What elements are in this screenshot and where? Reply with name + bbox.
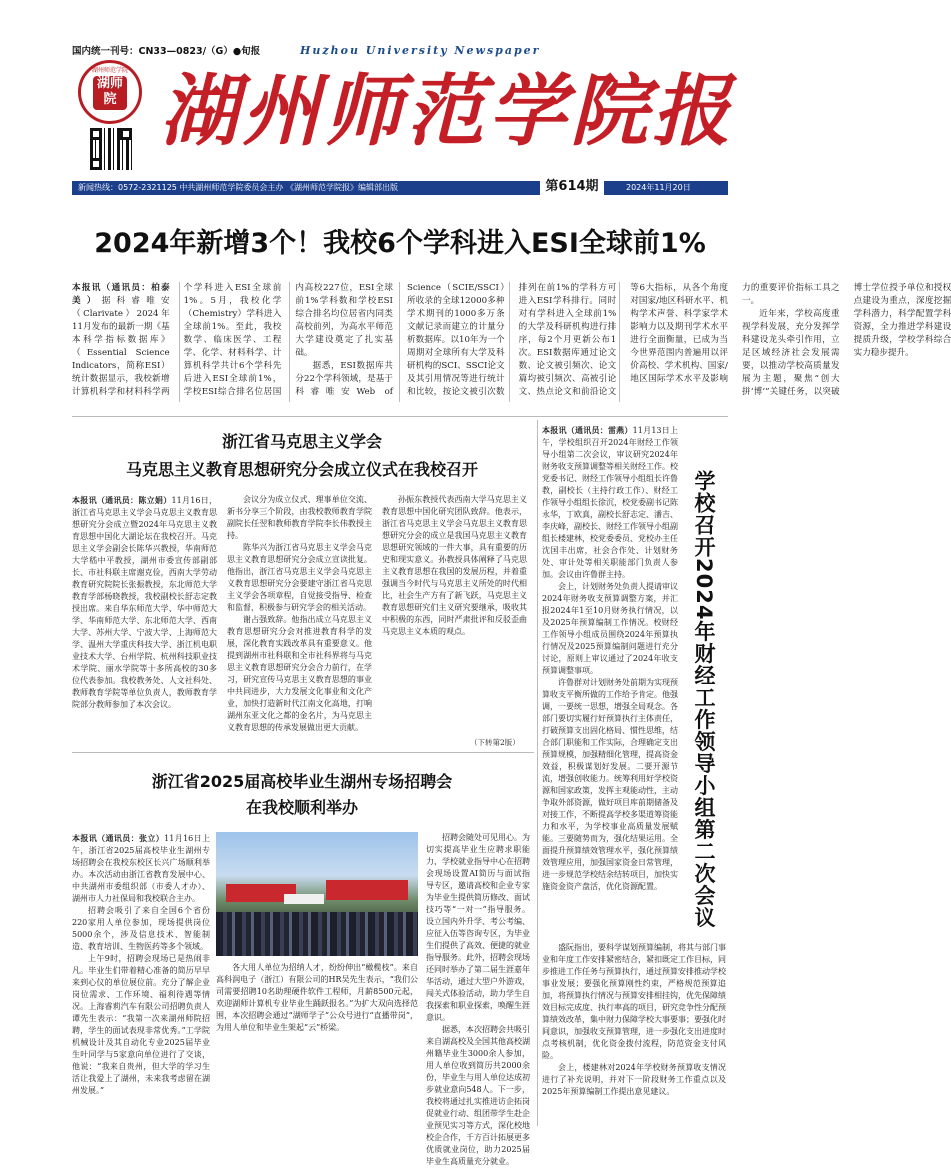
job-fair-body-left: [72, 832, 210, 1122]
job-fair-paragraph: 招聘会随处可见用心。为切实提高毕业生应聘求职能力，学校就业指导中心在招聘会现场设置AI简历与面试指导专区，邀请高校和企业专家为毕业生提供简历修改、面试技巧等“一对一”指导服务。设立国内外升学、考公考编、应征入伍等咨询专区，为毕业生们提供了高效、便捷的就业指导服务。此外，招聘会现场还同时举办了第二届生涯嘉年华活动，通过大型户外游戏，闯关式体验活动，助力学生自我探索和职业探索，唤醒生涯意识。: [426, 833, 530, 1022]
divider: [72, 752, 534, 753]
finance-paragraph: 11月13日上午，学校组织召开2024年财经工作领导小组第二次会议，审议研究2024年财务收支预算调整等相关财经工作。校党委书记、财经工作领导小组组长许鲁教，副校长（主持行政工作）、财经工作领导小组组长徐沉，校党委副书记陈永华，丁欧真，副校长舒志定、潘吉、李庆峰，副校长、财经工作领导小组副组长楼建林，校党委委员、党校办主任沈国丰出席，社会合作处、计划财务处、审计处等相关职能部门负责人参加。会议由许鲁群主持。: [542, 426, 679, 579]
marxism-article-body: [72, 494, 527, 734]
job-fair-headline-2: 在我校顺利举办: [245, 798, 358, 817]
marxism-headline-2: 马克思主义教育思想研究分会成立仪式在我校召开: [125, 460, 478, 479]
banner-icon: [284, 894, 324, 904]
university-logo: [78, 60, 142, 124]
lead-headline: 2024年新增3个！我校6个学科进入ESI全球前1%: [94, 228, 706, 259]
lead-byline: 本报讯（通讯员：柏泰美）: [72, 283, 170, 306]
lead-article-body: [72, 282, 951, 404]
logo-ring-text: 湖州师范学院: [91, 67, 128, 74]
issn-line: 国内统一刊号：CN33—0823/（G）●旬报: [72, 46, 261, 57]
marxism-paragraph: 谢占强致辞。他指出成立马克思主义教育思想研究分会对推进教育科学的发展，深化教育实践改革具有重要意义。他提到湖州市社科联和全市社科界将与马克思主义教育思想研究分会合力前行，在学习，研究宣传马克思主义教育思想的事业中共同进步，大力发展文化事业和文化产业，加快打造新时代江南文化高地，打响湖州东亚文化之都的金名片，为马克思主义教育思想的传承发展做出更大贡献。: [227, 615, 372, 732]
marxism-headline-1: 浙江省马克思主义学会: [221, 432, 382, 451]
finance-paragraph: 盛阮指出，要科学谋划预算编制，将其与部门事业和年度工作安排紧密结合，紧扣既定工作目标，同步推进工作任务与预算执行，通过预算安排推动学校事业发展；要强化预算刚性约束，严格规范预算追加，将预算执行情况与预算安排相挂钩，优先保障绩效目标完成度、执行率高的项目，研究竞争性分配预算绩效改革，集中财力保障学校大事要事；要强化时间意识，加强收支预算管理，进一步强化支出进度时点考核机制，优化资金拨付流程，防范资金支付风险。: [542, 943, 726, 1060]
finance-article-lower: [542, 942, 726, 1122]
issue-number: 第614期: [540, 176, 604, 198]
lead-paragraph: 据悉，ESI数据库共分22个学科领域，是基于科睿唯安Web of Science（SCIE/SSCI）所收录的全球12000多种学术期刊的1000多万条文献记录而建立的计量分析数据库。以10年为一个周期对全球所有大学及科研机构的SCI、SSCI论文及其引用情况等进行统计和比较，按论文被引次数排列在前1%的学科方可进入ESI学科排行。同时对有学科进入全球前1%的大学及科研机构进行排序，每2个月更新公布1次。ESI数据库通过论文数、论文被引频次、论文篇均被引频次、高被引论文、热点论文和前沿论文等6大指标，从各个角度对国家/地区科研水平、机构学术声誉、科学家学术影响力以及期刊学术水平进行全面衡量，已成为当今世界范围内普遍用以评价高校、学术机构、国家/地区国际学术水平及影响力的重要评价指标工具之一。: [295, 283, 840, 397]
job-fair-body-middle: [216, 962, 418, 1122]
marxism-paragraph: 孙振东教授代表西南大学马克思主义教育思想中国化研究团队致辞。他表示，浙江省马克思主义学会马克思主义教育思想研究分会的成立是我国马克思主义教育思想研究领域的一件大事，具有重要的历史和现实意义。孙教授具体阐释了马克思主义教育思想在我国的发展历程，并着重强调当今时代与马克思主义所处的时代相比，社会生产方有了新飞跃，马克思主义教育思想研究们主义研究要继承，吸收其中积极的东西，同时严肃批评和反驳歪曲马克思主义本质的观点。: [382, 495, 527, 636]
divider: [179, 282, 180, 402]
marxism-paragraph: 11月16日，浙江省马克思主义学会马克思主义教育思想研究分会成立暨2024年马克思主义教育思想中国化大湖论坛在我校召开。马克思主义学会副会长陈华兴教授，华南师范大学嵇中平教授，湖州市委宣传部副部长、市社科联主席谢克俭，西南大学劳动教育研究院院长张振教授，东北师范大学教育学部杨晓教授，我校副校长舒志定教授出席。来自华东师范大学、华中师范大学、华南师范大学、东北师范大学、西南大学、苏州大学、宁波大学、上海师范大学、温州大学重庆科技大学、浙江机电职业技术大学、台州学院、杭州科技职业技术学院、丽水学院等十多所高校的30多位代表参加。我校教务处、人文社科处、教师教育学院等单位负责人，教师教育学院部分教师参加了本次会议。: [72, 496, 218, 709]
lead-paragraph: 据科睿唯安（Clarivate）2024年11月发布的最新一期《基本科学指标数据库》（Essential Science Indicators，简称ESI）统计数据显示，我校新增计算机科学和材料科学两个学科进入ESI全球前1%。5月，我校化学（Chemistry）学科进入全球前1%。至此，我校数学、临床医学、工程学、化学、材料科学、计算机科学共计6个学科先后进入ESI全球前1%，学校ESI综合排名位居国内高校227位，ESI全球前1%学科数和学校ESI综合排名均位居省内同类高校前列，为高水平师范大学建设奠定了扎实基础。: [72, 283, 393, 397]
newspaper-title: 湖州师范学院报: [160, 66, 735, 157]
finance-paragraph: 会上，计划财务处负责人提请审议2024年财务收支预算调整方案，并汇报2024年1至10月财务执行情况，以及2025年预算编制工作情况。校财经工作领导小组成员围绕2024年预算执行情况及2025预算编制问题进行充分讨论，原则上审议通过了2024年收支预算调整事项。: [542, 582, 678, 675]
job-fair-paragraph: 据悉，本次招聘会共吸引来自湖高校及全国其他高校湖州籍毕业生3000余人参加，用人单位收到简历共2000余份，毕业生与用人单位达成初步就业意向548人。下一步，我校将通过扎实推进访企拓岗促就业行动、组团带学生赴企业预见实习等方式，深化校地校企合作，千方百计拓展更多优质就业岗位，助力2025届毕业生高质量充分就业。: [426, 1025, 530, 1166]
finance-vertical-headline: 学校召开2024年财经工作领导小组第二次会议: [692, 470, 716, 929]
job-fair-paragraph: 上午9时，招聘会现场已是热闹非凡。毕业生们带着精心准备的简历早早来到心仪的单位展位前。充分了解企业岗位需求、工作环境、福利待遇等情况。上海睿莉汽车有限公司招聘负责人谭先生表示：“我第一次来湖州师院招聘，学生的面试表现非常优秀。”工学院机械设计及其自动化专业2025届毕业生叶同学与5家意向单位进行了交谈，他说：“我来自贵州，但大学的学习生活让我爱上了湖州，未来我考虑留在湖州发展。”: [72, 954, 210, 1095]
marxism-byline: 本报讯（通讯员：陈立娟）: [72, 495, 172, 505]
marxism-paragraph: 陈华兴为浙江省马克思主义学会马克思主义教育思想研究分会成立宣读批复。他指出，浙江省马克思主义学会马克思主义教育思想研究分会要建守浙江省马克思主义学会各项章程，自觉接受指导、检查和监督，积极参与研究学会的相关活动。: [227, 543, 372, 612]
job-fair-headline-1: 浙江省2025届高校毕业生湖州专场招聘会: [151, 772, 453, 791]
job-fair-photo: [216, 832, 418, 956]
job-fair-paragraph: 招聘会吸引了来自全国6个省份220家用人单位参加，现场提供岗位5000余个，涉及信息技术、智能制造、教育培训、生物医药等多个领域。: [72, 906, 210, 951]
english-title: Huzhou University Newspaper: [300, 44, 541, 57]
divider: [619, 282, 620, 402]
finance-paragraph: 会上，楼建林对2024年学校财务预算收支情况进行了补充说明，并对下一阶段财务工作重点以及2025年预算编制工作提出意见建议。: [542, 1063, 726, 1096]
marxism-paragraph: 会议分为成立仪式、理事单位交流、新书分享三个阶段，由我校教师教育学院副院长任翌和教师教育学院李长伟教授主持。: [227, 495, 372, 540]
divider: [399, 282, 400, 402]
finance-article-upper: [542, 424, 678, 942]
divider: [289, 282, 290, 402]
job-fair-byline: 本报讯（通讯员：张立）: [72, 833, 165, 843]
divider: [509, 282, 510, 402]
lead-paragraph: 近年来，学校高度重视学科发展，充分发挥学科建设龙头牵引作用，立足区域经济社会发展需要，以推动学校高质量发展为主题，聚焦“创大拼‘博’”关键任务，以突破博士学位授予单位和授权点建设为重点，深度挖掘学科潜力，科学配置学科资源，全力推进学科建设提质升级，学校学科综合实力稳步提升。: [741, 283, 951, 397]
finance-byline: 本报讯（通讯员：雷燕）: [542, 425, 633, 435]
finance-paragraph: 许鲁群对计划财务处前期为实现预算收支平衡所做的工作给予肯定。他强调，一要统一思想，增强全局观念。各部门要切实履行好预算执行主体责任，打破预算支出固化格局、惯性思维，结合部门职能和工作实际，合理确定支出预算规模，加强精细化管理，提高资金效益，积极谋划好发展。二要开源节流，增强创收能力。统筹利用好学校资源和国家政策，发挥主观能动性，主动争取外部资源，做好项目库前期储备及对接工作，不断提高学校多渠道筹资能力和水平，为学校事业高质量发展赋能。三要随势而为，强化结果运用。全面提升预算绩效管理水平，强化预算绩效管理应用，加强国家资金日常管理，进一步规范学校结余结转项目，加快实施资金资产盘活，优化资源配置。: [542, 678, 678, 891]
job-fair-body-right: [426, 832, 530, 1166]
job-fair-paragraph: 各大用人单位为招纳人才，纷纷伸出“橄榄枝”。来自高科润电子（浙江）有限公司的HR吴先生表示，“我们公司需要招聘10名助理硬件软件工程师，月薪8500元起，欢迎湖师计算机专业毕业生踊跃报名。”为扩大双向选择范围，本次招聘会通过“湖师学子”公众号进行“直播带岗”，为用人单位和毕业生架起“云”桥梁。: [216, 963, 418, 1032]
divider: [72, 416, 728, 417]
info-line: 新闻热线：0572-2321125 中共湖州师范学院委员会主办 《湖州师范学院报》编辑部出版: [78, 183, 398, 192]
issue-date: 2024年11月20日: [626, 183, 691, 192]
continued-note: （下转第2版）: [470, 738, 520, 747]
divider: [537, 420, 538, 1126]
tent-icon: [326, 880, 408, 900]
qr-code: [90, 128, 132, 170]
job-fair-paragraph: 11月16日上午，浙江省2025届高校毕业生湖州专场招聘会在我校东校区长兴广场顺利举办。本次活动由浙江省教育发展中心、中共湖州市委组织部（市委人才办）、湖州市人力社保局和我校联合主办。: [72, 834, 211, 903]
logo-inner: 湖师 院: [93, 76, 127, 110]
crowd-icon: [216, 912, 418, 956]
